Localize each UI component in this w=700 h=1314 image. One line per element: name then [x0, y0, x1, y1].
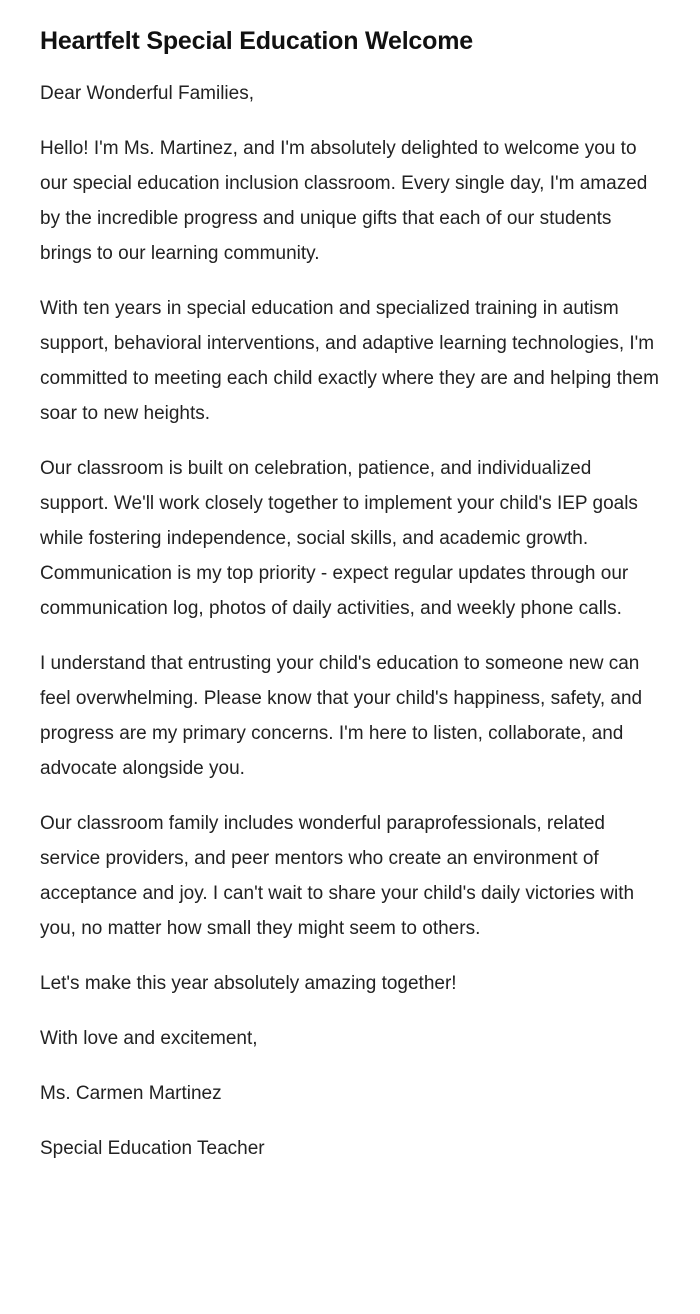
- closing-line: Let's make this year absolutely amazing together!: [40, 973, 457, 994]
- salutation: Dear Wonderful Families,: [40, 83, 255, 104]
- signoff: With love and excitement,: [40, 1028, 258, 1049]
- body-paragraph-3: Our classroom is built on celebration, patience, and individualized support. We'll work closely together to implement your child's IEP goals while fostering independence, social skills, and academic growth. Communication is my top priority - expect regular updates through our communication log, photos of daily activities, and weekly phone calls.: [40, 458, 638, 619]
- body-paragraph-4: I understand that entrusting your child's education to someone new can feel overwhelming. Please know that your child's happiness, safety, and progress are my primary concerns. I'm here to listen, collaborate, and advocate alongside you.: [40, 653, 643, 779]
- body-paragraph-2: With ten years in special education and specialized training in autism support, behavioral interventions, and adaptive learning technologies, I'm committed to meeting each child exactly where they are and helping them soar to new heights.: [40, 298, 659, 424]
- signature-name: Ms. Carmen Martinez: [40, 1083, 222, 1104]
- page-title: Heartfelt Special Education Welcome: [40, 27, 473, 55]
- body-paragraph-1: Hello! I'm Ms. Martinez, and I'm absolutely delighted to welcome you to our special education inclusion classroom. Every single day, I'm amazed by the incredible progress and unique gifts that each of our students brings to our learning community.: [40, 138, 648, 264]
- body-paragraph-5: Our classroom family includes wonderful paraprofessionals, related service providers, and peer mentors who create an environment of acceptance and joy. I can't wait to share your child's daily victories with you, no matter how small they might seem to others.: [40, 813, 635, 939]
- signature-title: Special Education Teacher: [40, 1138, 265, 1159]
